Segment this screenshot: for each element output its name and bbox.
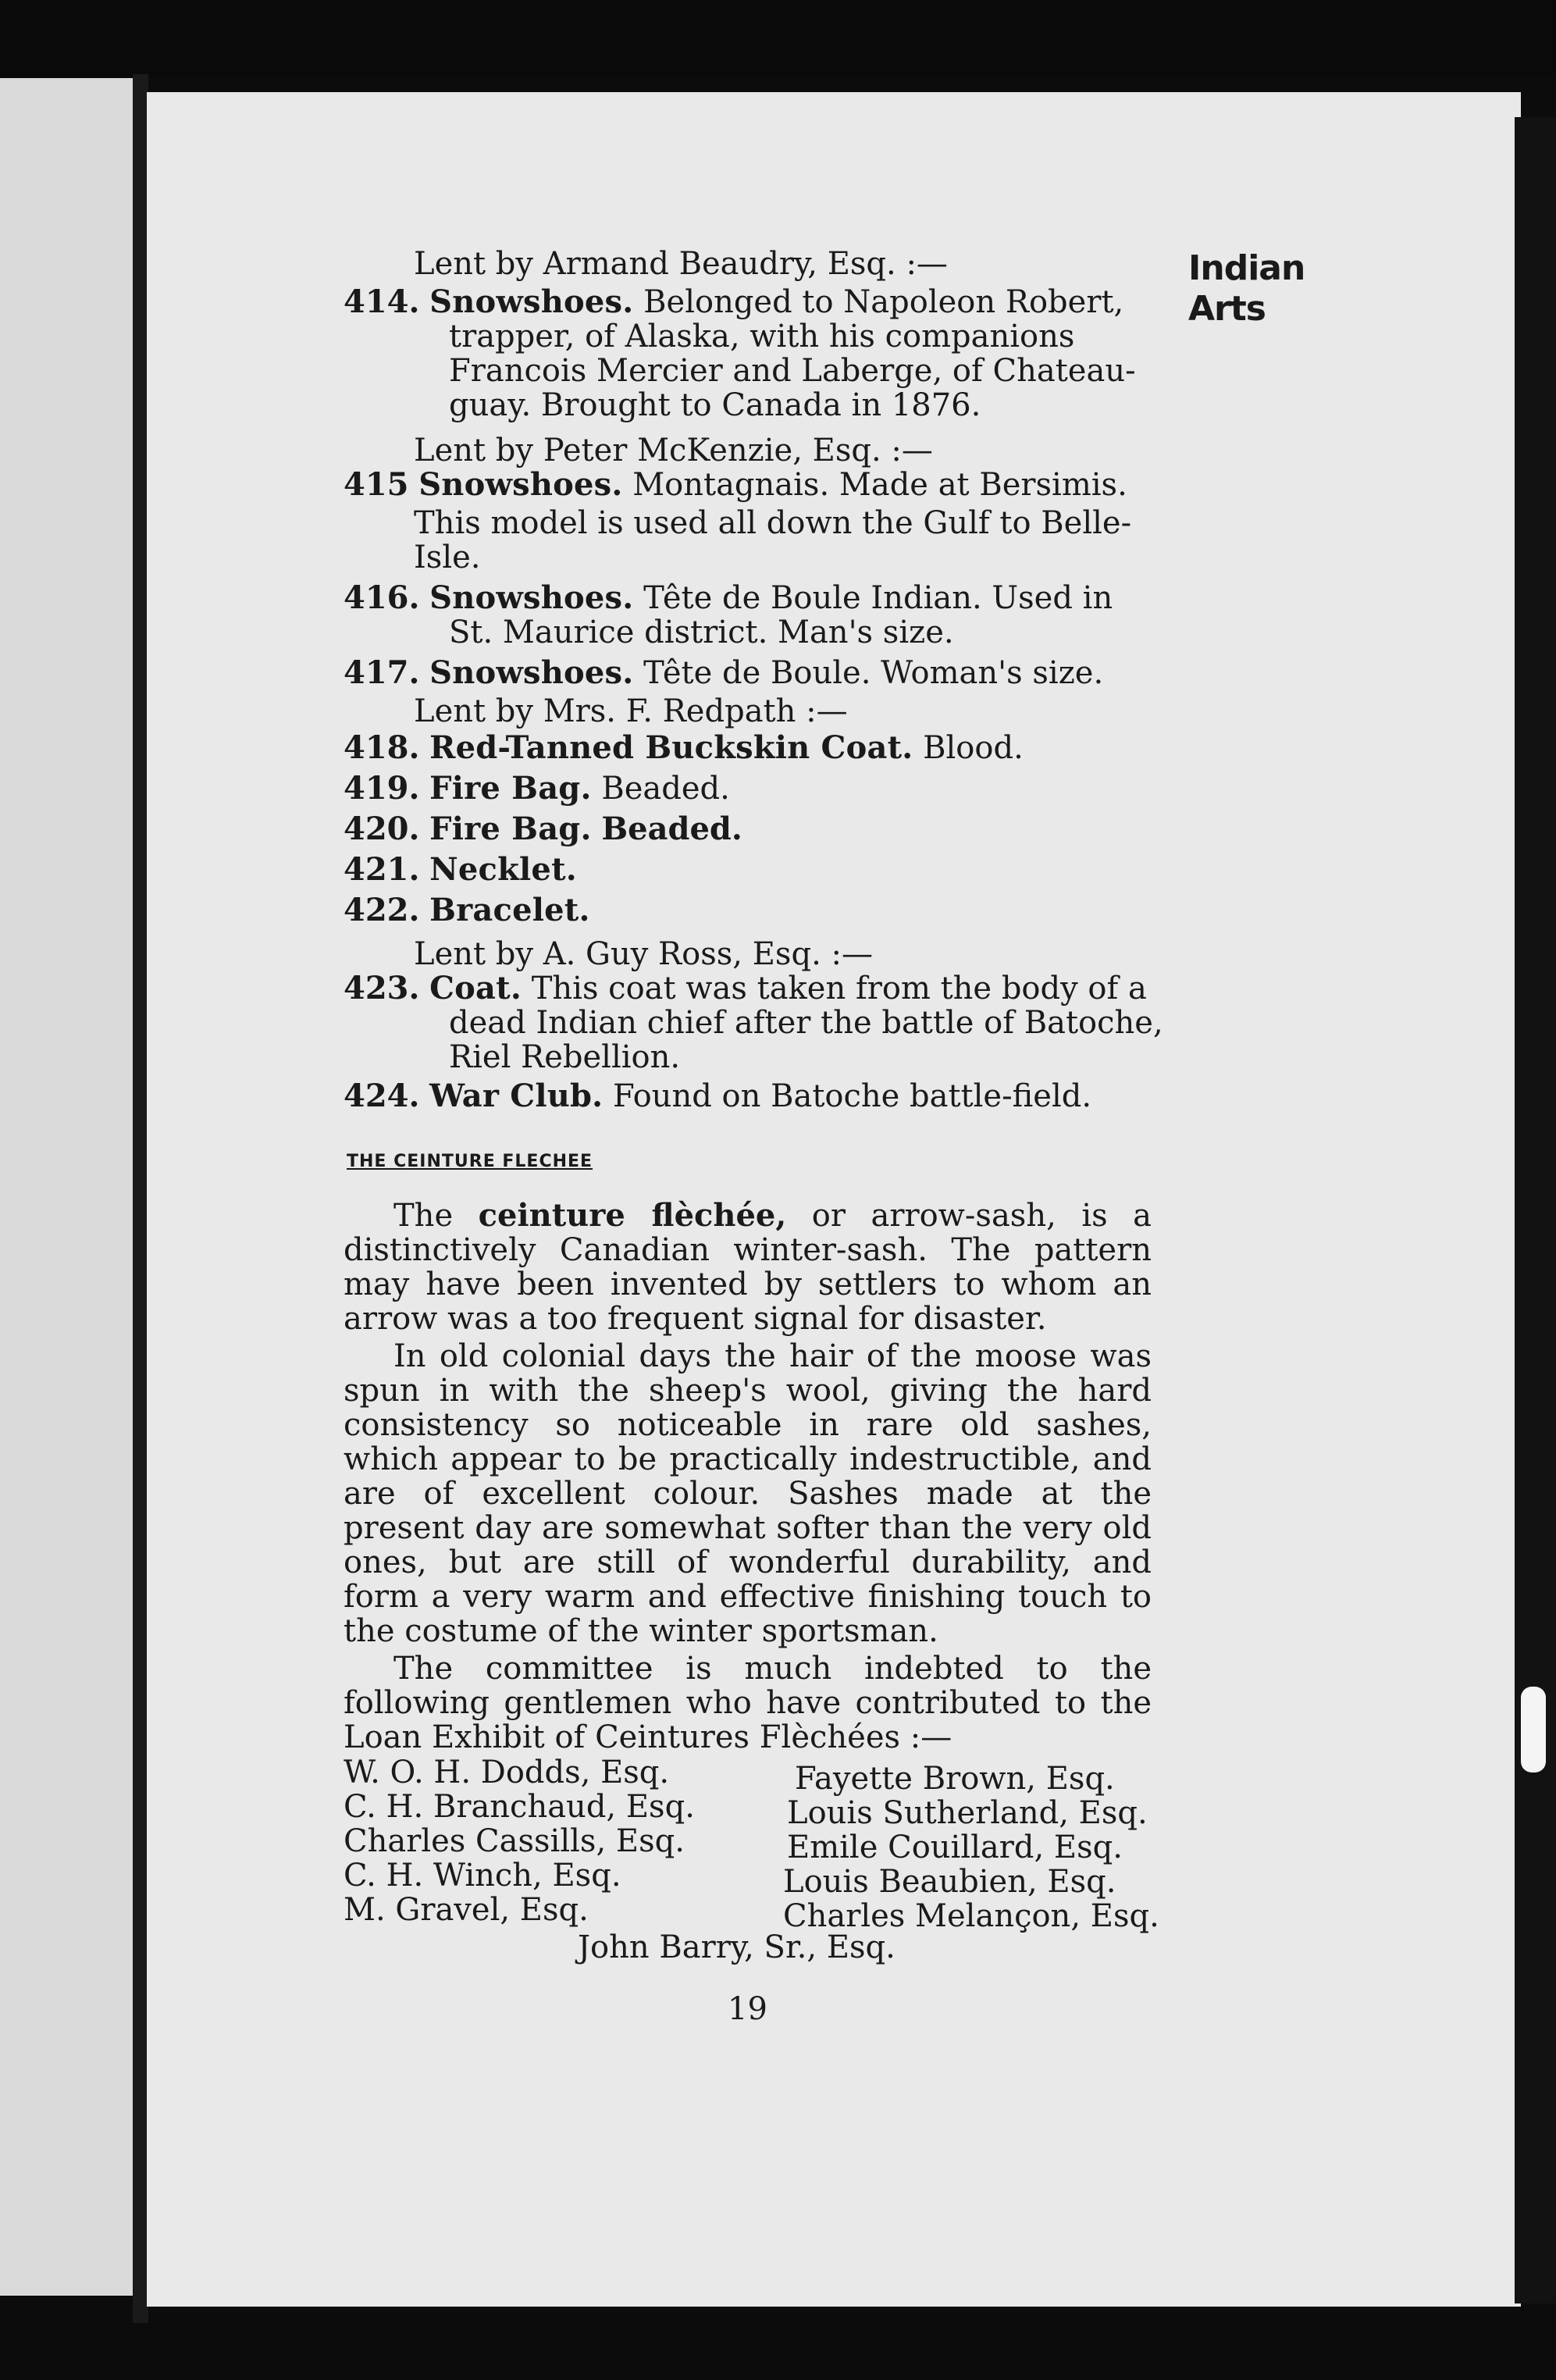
entry-text: Tête de Boule Indian. Used in [643,580,1113,616]
entry-title: Fire Bag. [429,770,592,807]
contributor-left: C. H. Branchaud, Esq. [344,1789,695,1825]
scan-right-border [1515,117,1556,2303]
entry-number: 424. [344,1078,420,1114]
contributor-right: Louis Beaubien, Esq. [783,1864,1116,1900]
catalogue-entry [344,851,577,889]
paragraph: In old colonial days the hair of the moose was spun in with the sheep's wool, giving the hard consistency so noticeable in rare old sashes, which appear to be practically indestructible, and are of excellent colour. Sashes made at the present day are somewhat softer than the very old ones, but are still of wonderful durability, and form a very warm and effective finishing touch to the costume of the winter sportsman. [344,1338,1152,1649]
entry-number: 419. [344,770,420,807]
side-heading-line-1: Indian [1188,248,1305,288]
scan-top-border [0,0,1556,78]
entry-text: Tête de Boule. Woman's size. [643,655,1104,691]
lender-line: Lent by Mrs. F. Redpath :— [414,693,848,729]
paragraph-text: or arrow-sash, is a distinctively Canadian winter-sash. The pattern may have been invented by settlers to whom an arrow was a too frequent signal for disaster. [344,1198,1152,1337]
catalogue-entry [344,892,590,929]
entry-number: 423. [344,970,420,1007]
catalogue-entry [344,729,1024,767]
entry-text: Belonged to Napoleon Robert, [643,284,1124,320]
entry-text: Montagnais. Made at Bersimis. [632,467,1127,503]
contributor-right: Charles Melançon, Esq. [783,1898,1159,1934]
entry-title: Fire Bag. [429,811,592,847]
entry-number: 416. [344,579,420,616]
entry-title: Snowshoes. [429,579,634,616]
catalogue-entry [344,770,730,807]
contributor-right: Fayette Brown, Esq. [795,1761,1115,1797]
catalogue-entry [344,1078,1091,1115]
catalogue-entry [344,466,1127,504]
entry-text: Beaded. [601,771,730,807]
facing-page-edge [0,78,137,2296]
catalogue-entry [344,283,1123,321]
contributor-left: Charles Cassills, Esq. [344,1823,685,1859]
entry-text: Blood. [923,730,1024,766]
page-number: 19 [728,1991,767,2027]
catalogue-entry [344,579,1113,617]
paragraph [344,1199,1152,1336]
paragraph: The committee is much indebted to the following gentlemen who have contributed to the Loan Exhibit of Ceintures Flèchées :— [344,1651,1152,1755]
paragraph-bold-term: ceinture flèchée, [478,1197,787,1234]
entry-title: Snowshoes. [418,466,623,503]
entry-continuation: St. Maurice district. Man's size. [449,615,954,650]
entry-number: 415 [344,466,409,503]
catalogue-entry [344,811,742,848]
entry-number: 420. [344,811,420,847]
entry-continuation: Isle. [414,540,481,575]
entry-number: 422. [344,892,420,928]
catalogue-entry [344,970,1147,1007]
entry-title: Red-Tanned Buckskin Coat. [429,729,913,766]
side-heading-line-2: Arts [1188,289,1266,329]
entry-number: 418. [344,729,420,766]
contributor-center: John Barry, Sr., Esq. [578,1929,896,1965]
entry-text: Found on Batoche battle-field. [613,1078,1092,1114]
entry-continuation: dead Indian chief after the battle of Batoche, [449,1005,1163,1041]
contributor-right: Emile Couillard, Esq. [787,1830,1123,1865]
paragraph-text: The [393,1198,479,1234]
entry-title: Snowshoes. [429,283,634,320]
entry-title: Necklet. [429,851,577,888]
entry-title: Snowshoes. [429,654,634,691]
entry-text: Beaded. [601,811,742,847]
section-heading: THE CEINTURE FLECHEE [347,1152,593,1171]
entry-continuation: trapper, of Alaska, with his companions [449,319,1075,355]
entry-continuation: This model is used all down the Gulf to Belle- [414,505,1132,541]
entry-continuation: Riel Rebellion. [449,1039,681,1075]
lender-line: Lent by A. Guy Ross, Esq. :— [414,936,873,972]
entry-number: 421. [344,851,420,888]
entry-continuation: guay. Brought to Canada in 1876. [449,387,981,423]
entry-title: Bracelet. [429,892,590,928]
entry-title: War Club. [429,1078,604,1114]
contributor-right: Louis Sutherland, Esq. [787,1795,1148,1831]
entry-text: This coat was taken from the body of a [531,971,1147,1007]
contributor-left: M. Gravel, Esq. [344,1892,589,1928]
entry-continuation: Francois Mercier and Laberge, of Chateau- [449,353,1136,389]
catalogue-entry [344,654,1103,692]
contributor-left: W. O. H. Dodds, Esq. [344,1755,670,1790]
entry-title: Coat. [429,970,522,1007]
entry-number: 414. [344,283,420,320]
lender-line: Lent by Peter McKenzie, Esq. :— [414,433,933,469]
lender-line: Lent by Armand Beaudry, Esq. :— [414,246,948,282]
page-tab-marker [1521,1687,1546,1773]
entry-number: 417. [344,654,420,691]
contributor-left: C. H. Winch, Esq. [344,1858,621,1894]
book-gutter [133,74,148,2323]
